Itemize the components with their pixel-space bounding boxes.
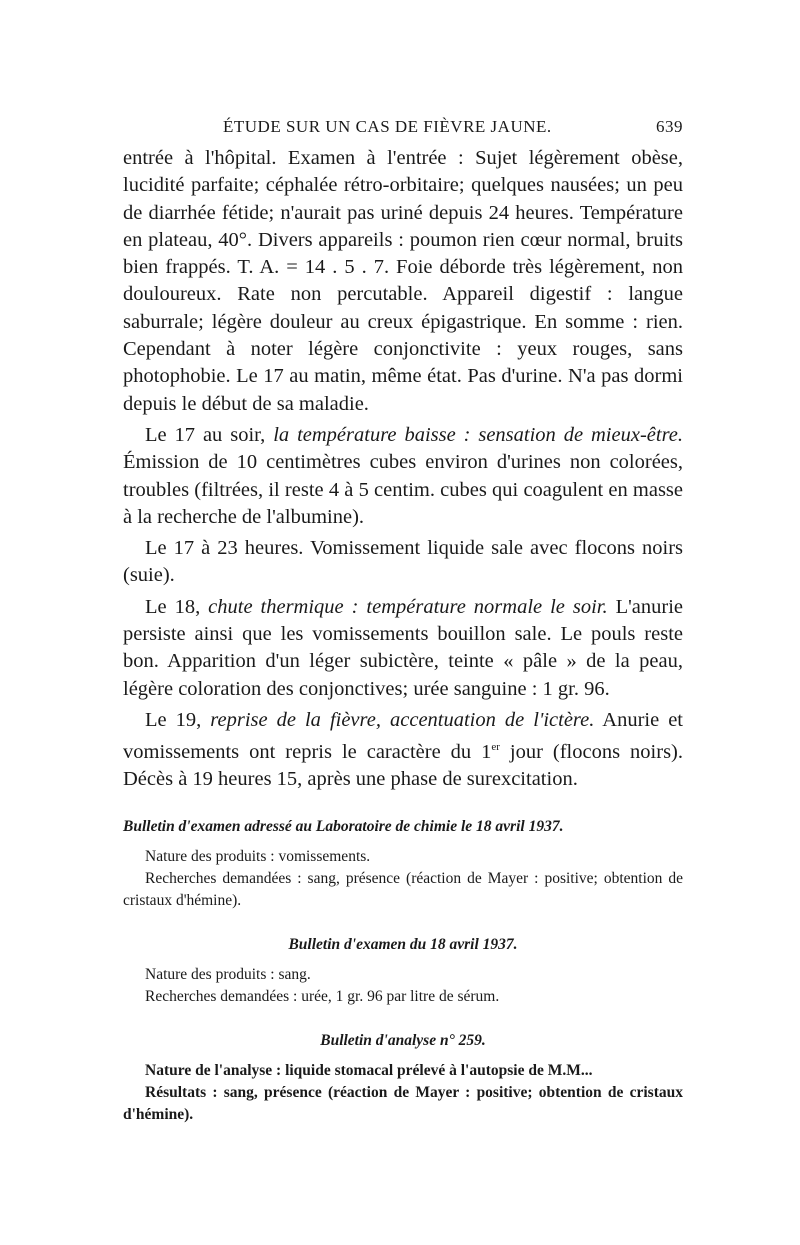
p5-italic: reprise de la fièvre, accentuation de l'ictère. (210, 708, 595, 731)
body-text (123, 145, 683, 794)
p5-start: Le 19, (145, 708, 211, 731)
p4-italic: chute thermique : température normale le soir. (208, 595, 608, 618)
bulletin-2-line-1: Nature des produits : sang. (145, 965, 311, 983)
paragraph-1: entrée à l'hôpital. Examen à l'entrée : Sujet légèrement obèse, lucidité parfaite; céphalée rétro-orbitaire; quelques nausées; un peu de diarrhée fétide; n'aurait pas uriné depuis 24 heures. Température en plateau, 40°. Divers appareils : poumon rien cœur normal, bruits bien frappés. T. A. = 14 . 5 . 7. Foie déborde très légèrement, non douloureux. Rate non percutable. Appareil digestif : langue saburrale; légère douleur au creux épigastrique. En somme : rien. Cependant à noter légère conjonctivite : yeux rouges, sans photophobie. Le 17 au matin, même état. Pas d'urine. N'a pas dormi depuis le début de sa maladie. (123, 147, 683, 415)
paragraph-4 (123, 594, 683, 703)
bulletin-3 (123, 1030, 683, 1126)
bulletin-3-line-1: Nature de l'analyse : liquide stomacal prélevé à l'autopsie de M.M... (145, 1061, 593, 1079)
running-title: ÉTUDE SUR UN CAS DE FIÈVRE JAUNE. (223, 117, 552, 136)
p5-sup: er (491, 741, 500, 754)
p2-end: Émission de 10 centimètres cubes environ d'urines non colorées, troubles (filtrées, il reste 4 à 5 centim. cubes qui coagulent en masse à la recherche de l'albumine). (123, 451, 683, 528)
bulletin-1 (123, 816, 683, 912)
bulletin-2-line-2: Recherches demandées : urée, 1 gr. 96 par litre de sérum. (145, 987, 500, 1005)
bulletin-1-line-1: Nature des produits : vomissements. (145, 847, 371, 865)
bulletin-3-line-2: Résultats : sang, présence (réaction de Mayer : positive; obtention de cristaux d'hémine). (123, 1083, 683, 1123)
p4-start: Le 18, (145, 595, 209, 618)
bulletin-2-title: Bulletin d'examen du 18 avril 1937. (288, 935, 518, 953)
bulletin-1-line-2: Recherches demandées : sang, présence (réaction de Mayer : positive; obtention de cristaux d'hémine). (123, 869, 683, 909)
paragraph-2 (123, 422, 683, 531)
bulletin-1-title: Bulletin d'examen adressé au Laboratoire de chimie le 18 avril 1937. (123, 817, 564, 835)
document-page (123, 117, 683, 1126)
p5-end: jour (flocons noirs). Décès à 19 heures 15, après une phase de surexcitation. (123, 741, 683, 791)
paragraph-5 (123, 707, 683, 794)
paragraph-3: Le 17 à 23 heures. Vomissement liquide sale avec flocons noirs (suie). (123, 537, 683, 587)
p2-italic: la température baisse : sensation de mieux-être. (273, 423, 684, 446)
p4-end: L'anurie persiste ainsi que les vomissements bouillon sale. Le pouls reste bon. Apparition d'un léger subictère, teinte « pâle » de la peau, légère coloration des conjonctives; urée sanguine : 1 gr. 96. (123, 595, 684, 700)
running-header (123, 117, 683, 137)
p5-mid: Anurie et vomissements ont repris le caractère du 1 (123, 708, 683, 764)
page-number: 639 (656, 117, 683, 136)
bulletin-3-title: Bulletin d'analyse n° 259. (320, 1031, 486, 1049)
p2-start: Le 17 au soir, (145, 423, 274, 446)
bulletin-2 (123, 934, 683, 1008)
